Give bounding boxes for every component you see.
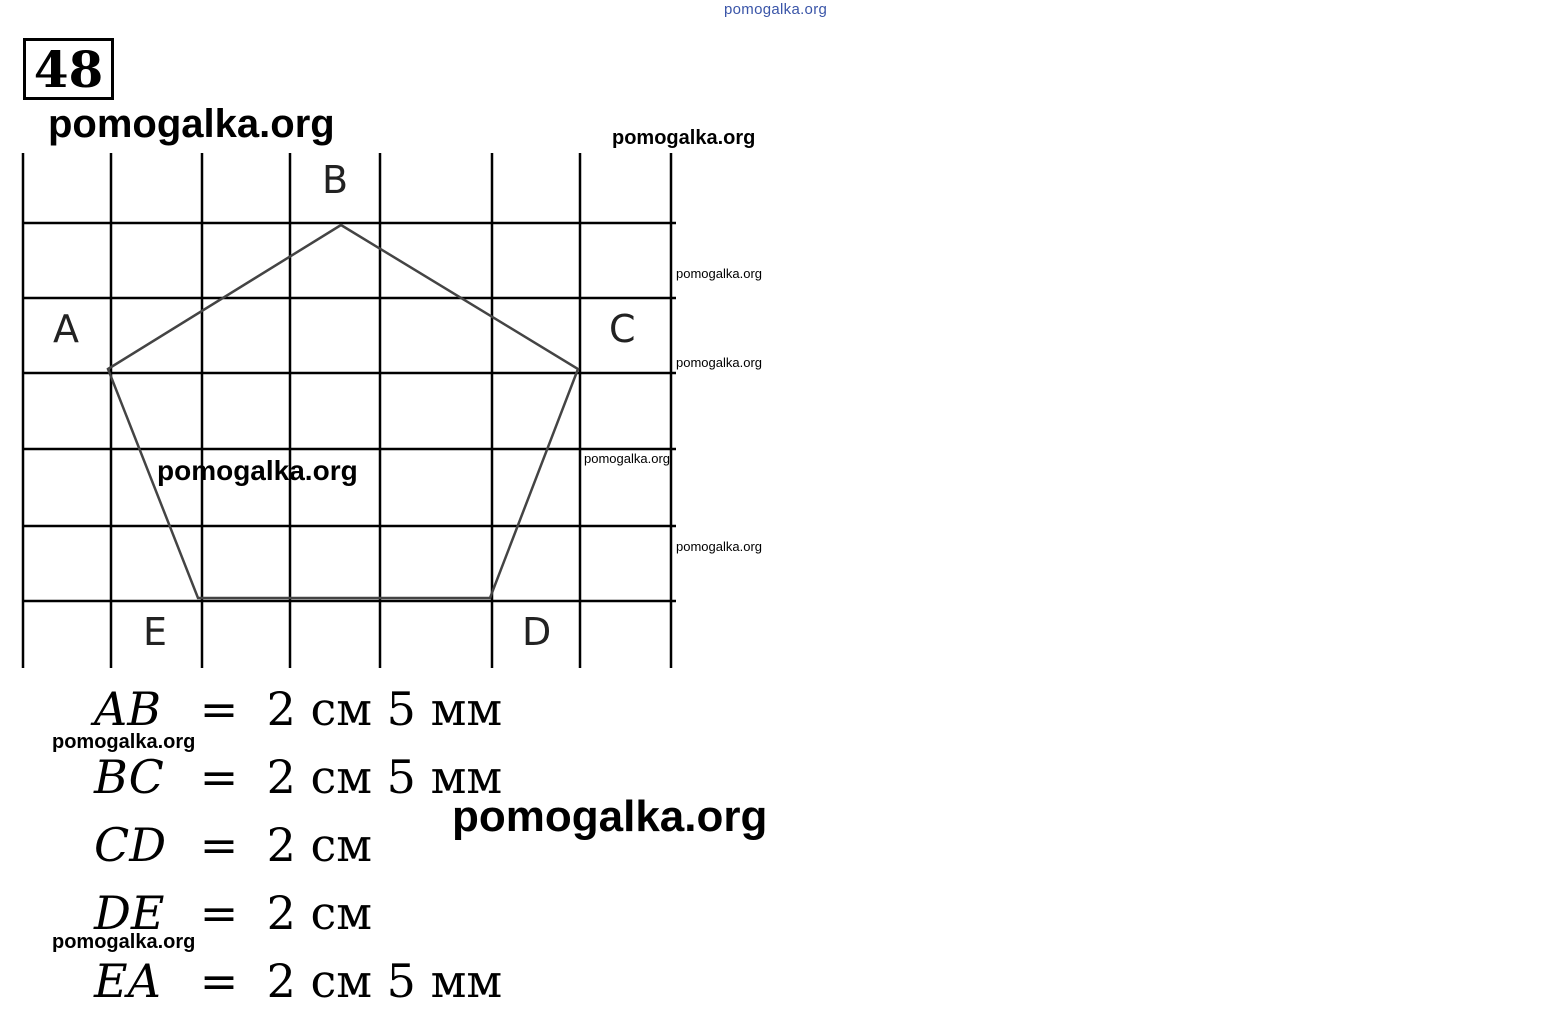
watermark-left: pomogalka.org bbox=[52, 931, 196, 953]
watermark-small: pomogalka.org bbox=[676, 355, 762, 370]
watermark-right: pomogalka.org bbox=[612, 127, 756, 149]
vertex-label-d: D bbox=[522, 610, 552, 654]
segment-length: 2 см 5 мм bbox=[266, 682, 503, 736]
measurement-cd bbox=[94, 818, 372, 872]
segment-name: AB bbox=[94, 682, 162, 736]
segment-length: 2 см bbox=[266, 886, 373, 940]
problem-number: 48 bbox=[23, 38, 114, 100]
segment-name: DE bbox=[94, 886, 165, 940]
measurement-bc bbox=[94, 750, 502, 804]
vertex-label-c: C bbox=[609, 307, 636, 351]
equals-sign: = bbox=[199, 886, 239, 940]
watermark-left: pomogalka.org bbox=[52, 731, 196, 753]
equals-sign: = bbox=[199, 682, 239, 736]
equals-sign: = bbox=[199, 750, 239, 804]
watermark-top: pomogalka.org bbox=[724, 1, 828, 18]
measurement-ab bbox=[94, 682, 502, 736]
segment-name: BC bbox=[94, 750, 164, 804]
equals-sign: = bbox=[199, 818, 239, 872]
segment-length: 2 см 5 мм bbox=[266, 750, 503, 804]
segment-length: 2 см 5 мм bbox=[266, 954, 503, 1008]
measurement-ea bbox=[94, 954, 502, 1008]
segment-length: 2 см bbox=[266, 818, 373, 872]
watermark-small: pomogalka.org bbox=[676, 539, 762, 554]
watermark-large: pomogalka.org bbox=[48, 102, 335, 146]
segment-name: CD bbox=[94, 818, 167, 872]
watermark-small: pomogalka.org bbox=[584, 451, 670, 466]
watermark-middle: pomogalka.org bbox=[157, 455, 358, 486]
vertex-label-a: A bbox=[53, 307, 79, 351]
pentagon-abcde bbox=[108, 225, 578, 598]
segment-name: EA bbox=[94, 954, 161, 1008]
vertex-label-b: B bbox=[322, 158, 349, 202]
watermark-small: pomogalka.org bbox=[676, 266, 762, 281]
grid-pentagon-diagram bbox=[0, 0, 800, 680]
watermark-large: pomogalka.org bbox=[452, 792, 768, 841]
equals-sign: = bbox=[199, 954, 239, 1008]
vertex-label-e: E bbox=[143, 610, 168, 654]
